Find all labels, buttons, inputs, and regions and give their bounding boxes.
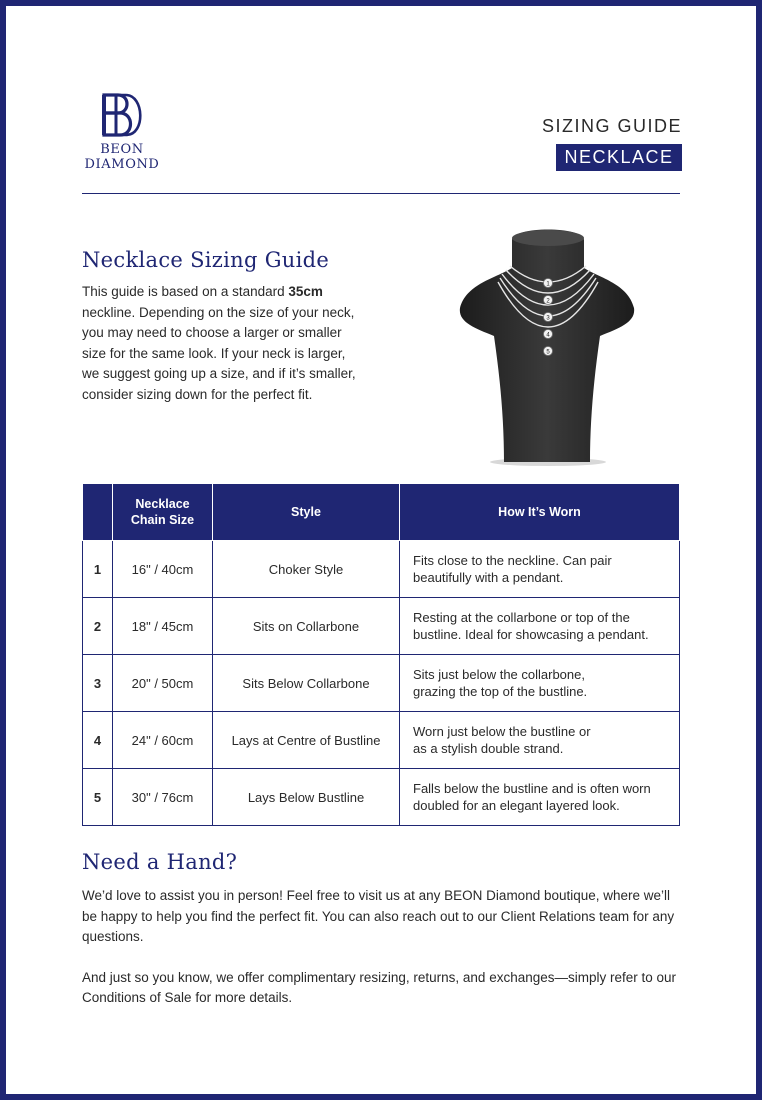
help-paragraph-2: And just so you know, we offer complimentary resizing, returns, and exchanges—simply refer to our Conditions of Sale for more details. xyxy=(82,969,677,1005)
how-worn-line: Worn just below the bustline or xyxy=(413,724,591,739)
style-cell: Choker Style xyxy=(213,541,400,598)
header-divider xyxy=(82,193,680,194)
how-worn-line: beautifully with a pendant. xyxy=(413,570,564,585)
guide-title: SIZING GUIDE xyxy=(541,116,682,136)
sizing-table xyxy=(82,483,680,826)
brand-name-line1: BEON xyxy=(100,142,144,157)
length-marker-1 xyxy=(544,279,553,288)
how-worn-line: bustline. Ideal for showcasing a pendant. xyxy=(413,627,649,642)
how-worn-line: as a stylish double strand. xyxy=(413,741,564,756)
help-paragraph-1: We’d love to assist you in person! Feel free to visit us at any BEON Diamond boutique, where we’ll be happy to help you find the perfect fit. You can also reach out to our Client Relations team for any questions. xyxy=(82,888,675,944)
help-heading: Need a Hand? xyxy=(82,850,238,874)
intro-heading: Necklace Sizing Guide xyxy=(82,248,330,272)
table-row xyxy=(83,598,680,655)
chain-size-cell: 20" / 50cm xyxy=(113,655,213,712)
row-number: 5 xyxy=(83,769,113,826)
intro-text-bold: 35cm xyxy=(288,284,323,299)
length-marker-label: 1 xyxy=(546,281,550,288)
length-marker-label: 2 xyxy=(546,298,550,305)
how-worn-cell xyxy=(400,598,680,655)
intro-text-start: This guide is based on a standard xyxy=(82,284,289,299)
style-cell: Lays Below Bustline xyxy=(213,769,400,826)
col-header-number xyxy=(83,484,113,541)
chain-size-cell: 24" / 60cm xyxy=(113,712,213,769)
bd-monogram-icon xyxy=(96,92,148,138)
how-worn-cell xyxy=(400,769,680,826)
table-row xyxy=(83,541,680,598)
row-number: 3 xyxy=(83,655,113,712)
length-marker-label: 5 xyxy=(546,349,550,356)
chain-size-cell: 16" / 40cm xyxy=(113,541,213,598)
how-worn-line: Sits just below the collarbone, xyxy=(413,667,585,682)
style-cell: Sits Below Collarbone xyxy=(213,655,400,712)
how-worn-line: Fits close to the neckline. Can pair xyxy=(413,553,612,568)
intro-section xyxy=(82,248,362,405)
how-worn-line: Falls below the bustline and is often worn xyxy=(413,781,651,796)
row-number: 2 xyxy=(83,598,113,655)
how-worn-cell xyxy=(400,655,680,712)
how-worn-cell xyxy=(400,541,680,598)
length-marker-label: 3 xyxy=(546,315,550,322)
table-row xyxy=(83,655,680,712)
col-header-chain-size-label: Necklace Chain Size xyxy=(130,497,195,527)
chain-size-cell: 18" / 45cm xyxy=(113,598,213,655)
table-header-row xyxy=(83,484,680,541)
length-marker-5 xyxy=(544,347,553,356)
intro-text-end: neckline. Depending on the size of your neck, you may need to choose a larger or smaller size for the same look. If your neck is larger, we suggest going up a size, and if it’s smaller, consider sizing down for the perfect fit. xyxy=(82,304,356,402)
length-marker-3 xyxy=(544,313,553,322)
style-cell: Sits on Collarbone xyxy=(213,598,400,655)
col-header-chain-size xyxy=(113,484,213,541)
table-row xyxy=(83,769,680,826)
row-number: 4 xyxy=(83,712,113,769)
intro-paragraph xyxy=(82,282,362,405)
row-number: 1 xyxy=(83,541,113,598)
brand-name-line2: DIAMOND xyxy=(84,157,160,172)
chain-size-cell: 30" / 76cm xyxy=(113,769,213,826)
category-badge: NECKLACE xyxy=(556,144,682,171)
table-row xyxy=(83,712,680,769)
length-marker-4 xyxy=(544,330,553,339)
col-header-how-worn: How It’s Worn xyxy=(400,484,680,541)
length-marker-2 xyxy=(544,296,553,305)
bust-graphic xyxy=(450,218,650,468)
how-worn-cell xyxy=(400,712,680,769)
length-marker-label: 4 xyxy=(546,332,550,339)
necklace-bust-illustration xyxy=(450,218,650,468)
how-worn-line: grazing the top of the bustline. xyxy=(413,684,588,699)
col-header-style: Style xyxy=(213,484,400,541)
how-worn-line: Resting at the collarbone or top of the xyxy=(413,610,630,625)
brand-logo xyxy=(82,92,162,172)
style-cell: Lays at Centre of Bustline xyxy=(213,712,400,769)
how-worn-line: doubled for an elegant layered look. xyxy=(413,798,620,813)
help-section xyxy=(82,850,680,1009)
